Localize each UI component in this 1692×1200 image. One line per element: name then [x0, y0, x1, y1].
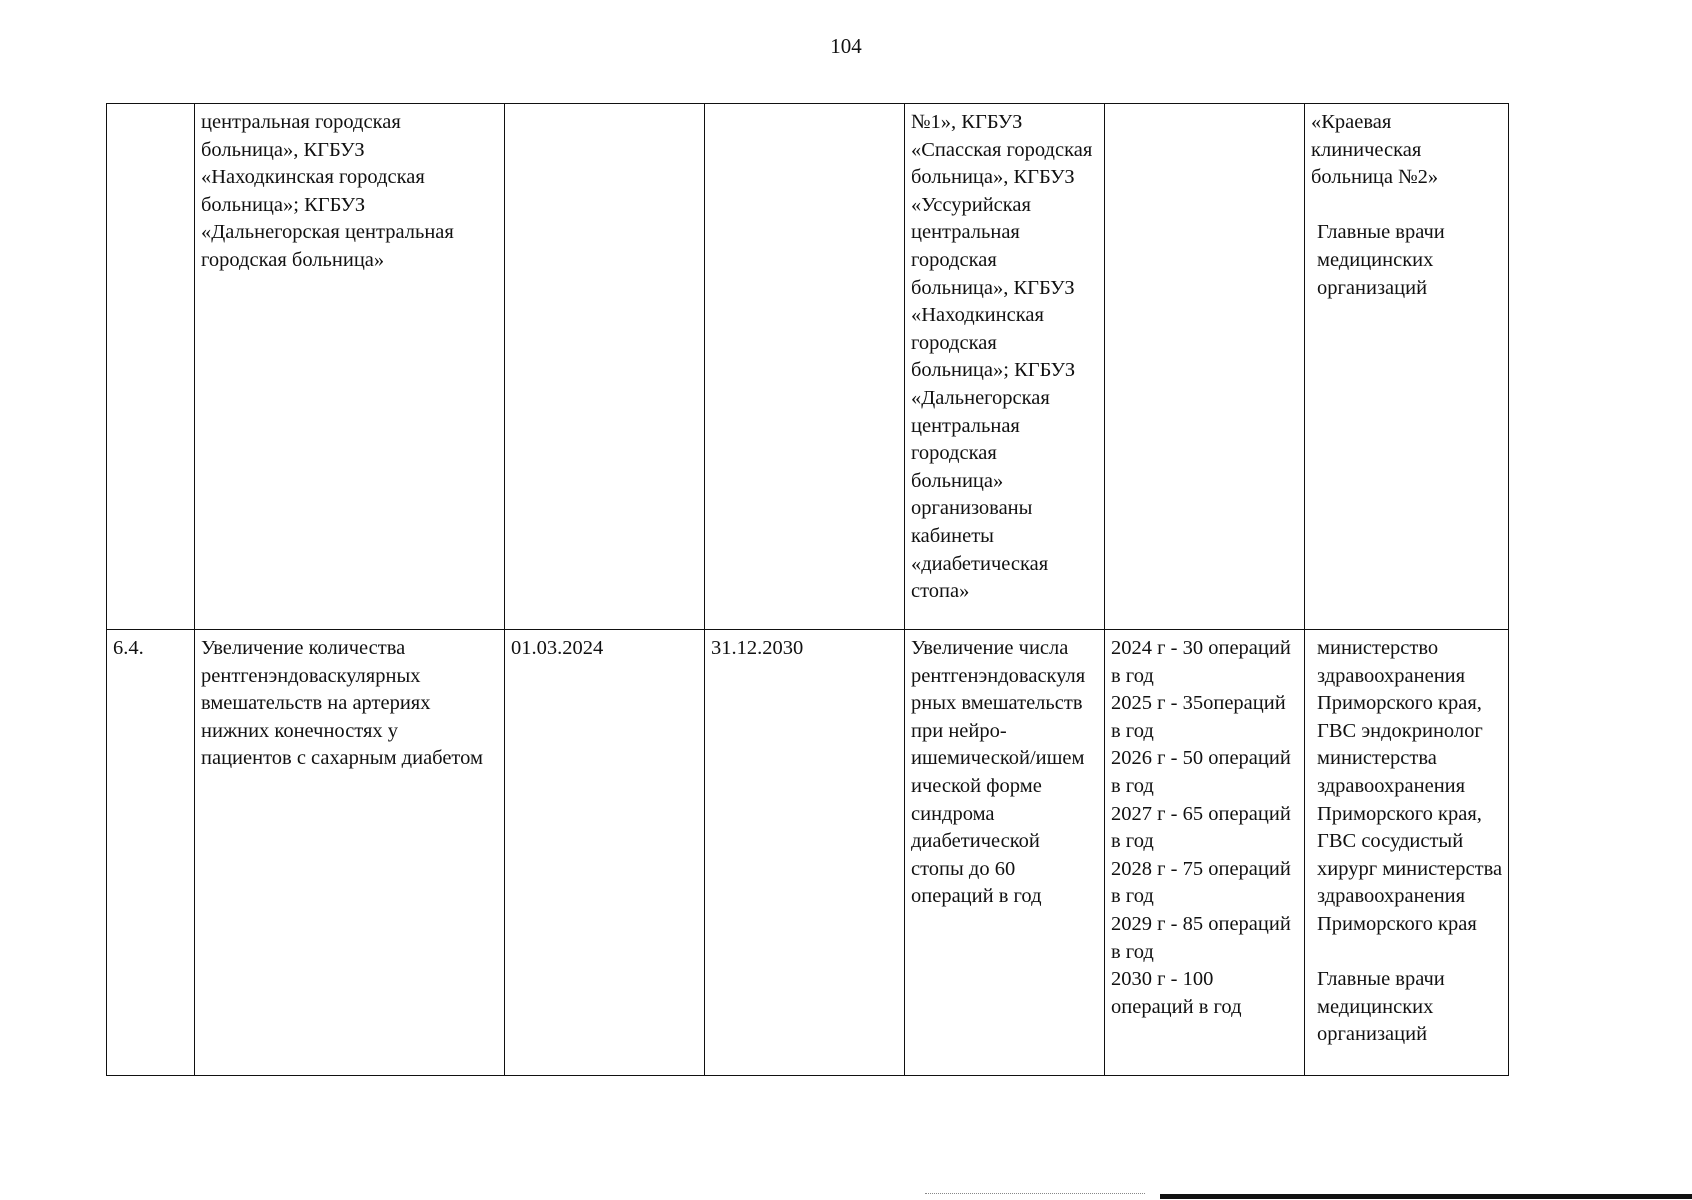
result-line: «Дальнегорская	[911, 386, 1050, 409]
indicators-line: в год	[1111, 664, 1154, 687]
cell-event	[195, 104, 505, 630]
responsible-line: хирург министерства	[1317, 857, 1503, 880]
responsible-extra-line: медицинских	[1317, 995, 1434, 1018]
responsible-line: Приморского края,	[1317, 692, 1482, 715]
result-line: городская	[911, 442, 997, 465]
result-line: центральная	[911, 221, 1020, 244]
result-line: больница», КГБУЗ	[911, 166, 1075, 189]
result-line: больница»; КГБУЗ	[911, 359, 1076, 382]
result-line: «Находкинская	[911, 304, 1044, 327]
indicators-line: 2024 г - 30 операций	[1111, 637, 1291, 659]
result-line: синдрома	[911, 802, 995, 825]
result-line: кабинеты	[911, 524, 994, 547]
event-line: городская больница»	[201, 248, 385, 271]
result-line: «Спасская городская	[911, 138, 1093, 161]
result-line: стопа»	[911, 580, 970, 603]
event-line: больница»; КГБУЗ	[201, 193, 366, 216]
result-line: операций в год	[911, 885, 1042, 908]
event-line: рентгенэндоваскулярных	[201, 664, 421, 687]
responsible-line: Приморского края	[1317, 912, 1477, 935]
cell-end	[705, 104, 905, 630]
cell-start	[505, 104, 705, 630]
responsible-line: здравоохранения	[1317, 774, 1466, 797]
event-line: пациентов с сахарным диабетом	[201, 747, 483, 770]
indicators-line: 2026 г - 50 операций	[1111, 747, 1291, 770]
cell-start: 01.03.2024	[505, 630, 705, 1076]
result-line: городская	[911, 248, 997, 271]
event-line: «Находкинская городская	[201, 166, 425, 189]
indicators-line: 2025 г - 35операций	[1111, 692, 1286, 715]
result-line: ишемической/ишем	[911, 747, 1085, 770]
table-row	[107, 630, 1509, 1076]
responsible-line: Приморского края,	[1317, 802, 1482, 825]
footer-dotted-line	[925, 1193, 1145, 1194]
cell-responsible	[1305, 630, 1509, 1076]
responsible-extra-line: организаций	[1317, 276, 1428, 299]
result-line: городская	[911, 331, 997, 354]
result-line: стопы до 60	[911, 857, 1016, 880]
indicators-line: операций в год	[1111, 995, 1242, 1018]
responsible-extra-line: Главные врачи	[1317, 221, 1445, 244]
responsible-line: больница №2»	[1311, 166, 1439, 189]
event-line: больница», КГБУЗ	[201, 138, 365, 161]
responsible-line: ГВС эндокринолог	[1317, 719, 1483, 742]
result-line: рных вмешательств	[911, 692, 1083, 715]
event-line: нижних конечностях у	[201, 719, 399, 742]
responsible-extra-line: Главные врачи	[1317, 968, 1445, 991]
result-line: при нейро-	[911, 719, 1007, 742]
indicators-line: 2029 г - 85 операций	[1111, 912, 1291, 935]
result-line: диабетической	[911, 830, 1040, 853]
event-line: вмешательств на артериях	[201, 692, 431, 715]
indicators-line: 2028 г - 75 операций	[1111, 857, 1291, 880]
page-number: 104	[830, 34, 862, 58]
result-line: «диабетическая	[911, 552, 1049, 575]
measures-table	[106, 103, 1509, 1076]
responsible-line: здравоохранения	[1317, 664, 1466, 687]
cell-responsible	[1305, 104, 1509, 630]
responsible-line: министерство	[1317, 637, 1439, 659]
event-line: Увеличение количества	[201, 637, 406, 659]
cell-result	[905, 104, 1105, 630]
responsible-line: клиническая	[1311, 138, 1422, 161]
cell-result	[905, 630, 1105, 1076]
responsible-line: министерства	[1317, 747, 1437, 770]
responsible-line: ГВС сосудистый	[1317, 830, 1464, 853]
indicators-line: в год	[1111, 830, 1154, 853]
cell-end: 31.12.2030	[705, 630, 905, 1076]
result-line: больница»	[911, 469, 1004, 492]
event-line: «Дальнегорская центральная	[201, 221, 454, 244]
cell-indicators	[1105, 104, 1305, 630]
event-line: центральная городская	[201, 111, 401, 133]
result-line: «Уссурийская	[911, 193, 1031, 216]
cell-event	[195, 630, 505, 1076]
result-line: организованы	[911, 497, 1033, 520]
responsible-extra-line: организаций	[1317, 1023, 1428, 1046]
responsible-line: здравоохранения	[1317, 885, 1466, 908]
result-line: больница», КГБУЗ	[911, 276, 1075, 299]
indicators-line: 2030 г - 100	[1111, 968, 1214, 991]
result-line: ической форме	[911, 774, 1042, 797]
cell-num: 6.4.	[107, 630, 195, 1076]
indicators-line: в год	[1111, 940, 1154, 963]
result-line: №1», КГБУЗ	[911, 111, 1023, 133]
cell-num	[107, 104, 195, 630]
result-line: Увеличение числа	[911, 637, 1069, 659]
footer-rule	[1160, 1194, 1692, 1199]
result-line: центральная	[911, 414, 1020, 437]
responsible-line: «Краевая	[1311, 111, 1392, 133]
indicators-line: в год	[1111, 774, 1154, 797]
indicators-line: 2027 г - 65 операций	[1111, 802, 1291, 825]
table-row	[107, 104, 1509, 630]
responsible-extra-line: медицинских	[1317, 248, 1434, 271]
result-line: рентгенэндоваскуля	[911, 664, 1086, 687]
cell-indicators	[1105, 630, 1305, 1076]
indicators-line: в год	[1111, 885, 1154, 908]
indicators-line: в год	[1111, 719, 1154, 742]
